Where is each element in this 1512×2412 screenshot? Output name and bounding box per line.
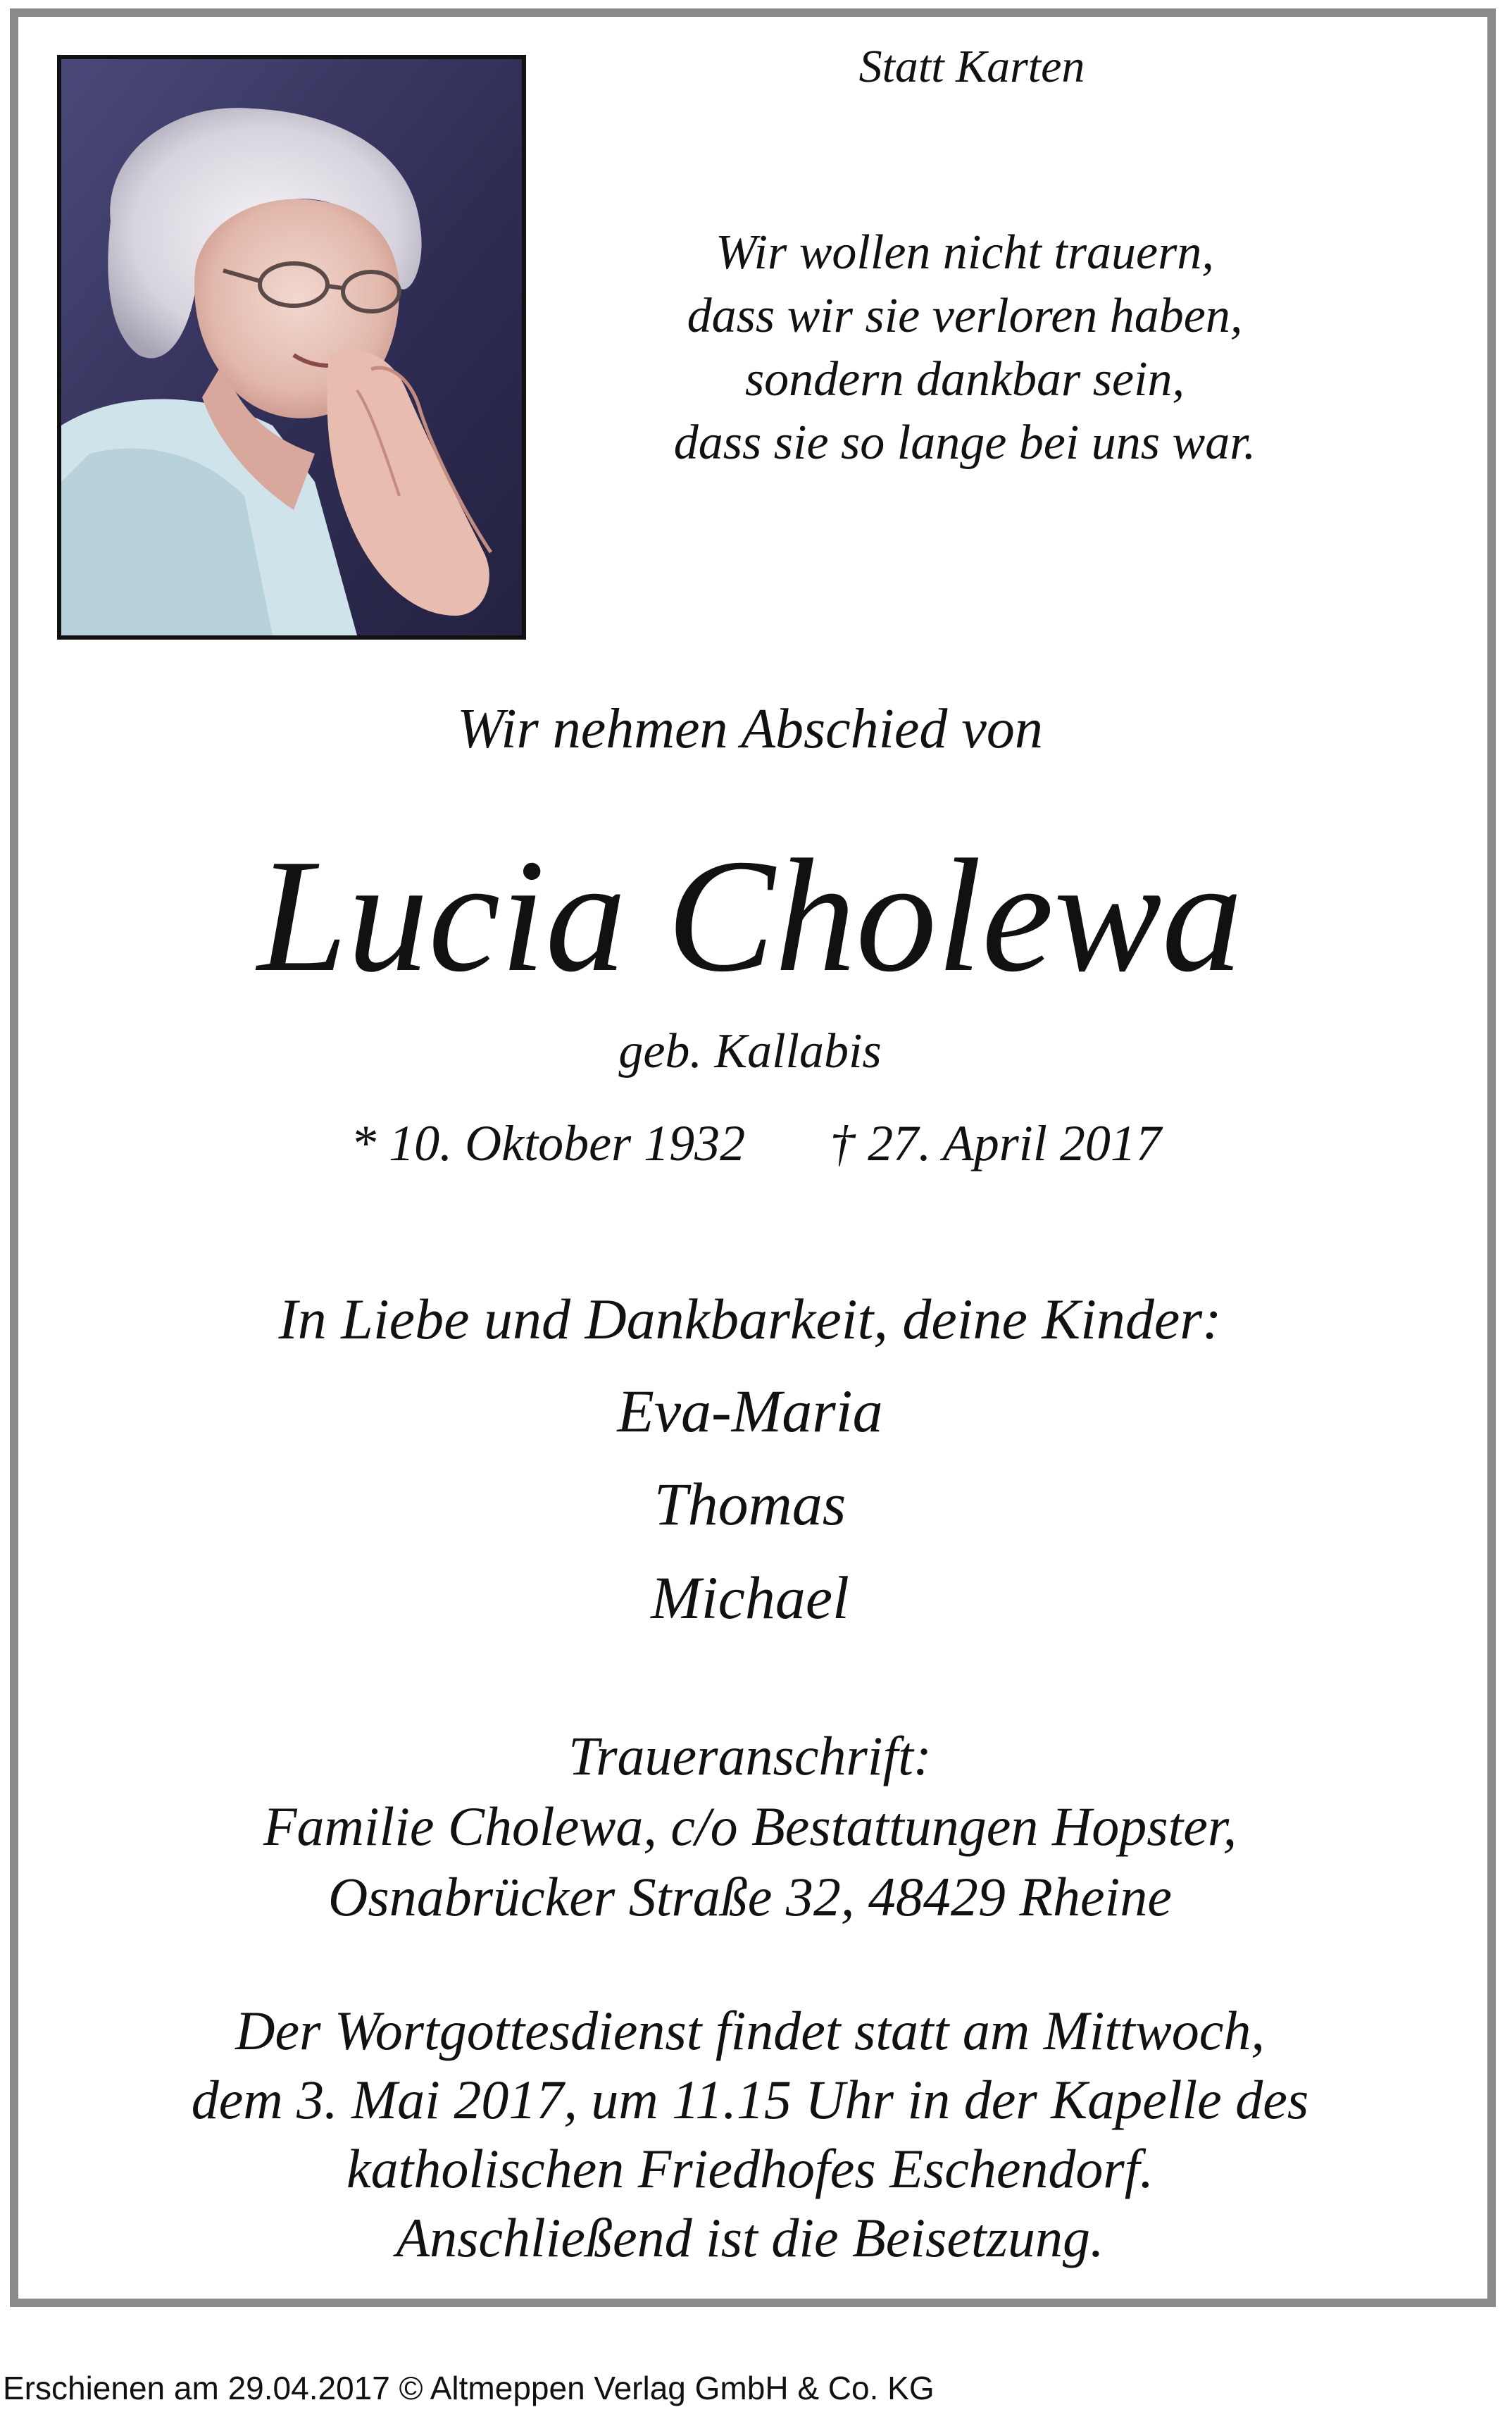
maiden-name: geb. Kallabis <box>618 1024 882 1078</box>
service-line: katholischen Friedhofes Eschendorf. <box>346 2138 1154 2199</box>
death-date: † 27. April 2017 <box>830 1115 1161 1171</box>
child-name: Eva-Maria <box>617 1377 883 1445</box>
farewell-line: Wir nehmen Abschied von <box>457 698 1043 760</box>
birth-date: * 10. Oktober 1932 <box>351 1115 746 1171</box>
poem <box>549 221 1380 475</box>
mourning-address <box>70 1721 1430 1932</box>
service-line: Der Wortgottesdienst findet statt am Mittwoch, <box>235 2000 1265 2061</box>
publication-credit: Erschienen am 29.04.2017 © Altmeppen Verlag GmbH & Co. KG <box>3 2370 935 2406</box>
child-name: Thomas <box>654 1470 846 1538</box>
poem-line: dass sie so lange bei uns war. <box>673 416 1256 470</box>
poem-line: sondern dankbar sein, <box>744 352 1185 406</box>
header-statt-karten: Statt Karten <box>858 41 1085 92</box>
address-line: Osnabrücker Straße 32, 48429 Rheine <box>328 1866 1172 1927</box>
address-line: Traueranschrift: <box>568 1725 932 1786</box>
service-info <box>42 1996 1458 2273</box>
service-line: dem 3. Mai 2017, um 11.15 Uhr in der Kapelle des <box>191 2069 1309 2130</box>
dedication-line: In Liebe und Dankbarkeit, deine Kinder: <box>278 1287 1222 1351</box>
portrait-image <box>61 59 522 635</box>
service-line: Anschließend ist die Beisetzung. <box>396 2207 1104 2268</box>
address-line: Familie Cholewa, c/o Bestattungen Hopster, <box>263 1796 1237 1857</box>
portrait-photo <box>57 55 526 640</box>
poem-line: dass wir sie verloren haben, <box>687 289 1243 343</box>
poem-line: Wir wollen nicht trauern, <box>716 225 1214 280</box>
life-dates <box>0 1112 1512 1175</box>
deceased-name: Lucia Cholewa <box>257 826 1243 1005</box>
child-name: Michael <box>651 1564 849 1631</box>
